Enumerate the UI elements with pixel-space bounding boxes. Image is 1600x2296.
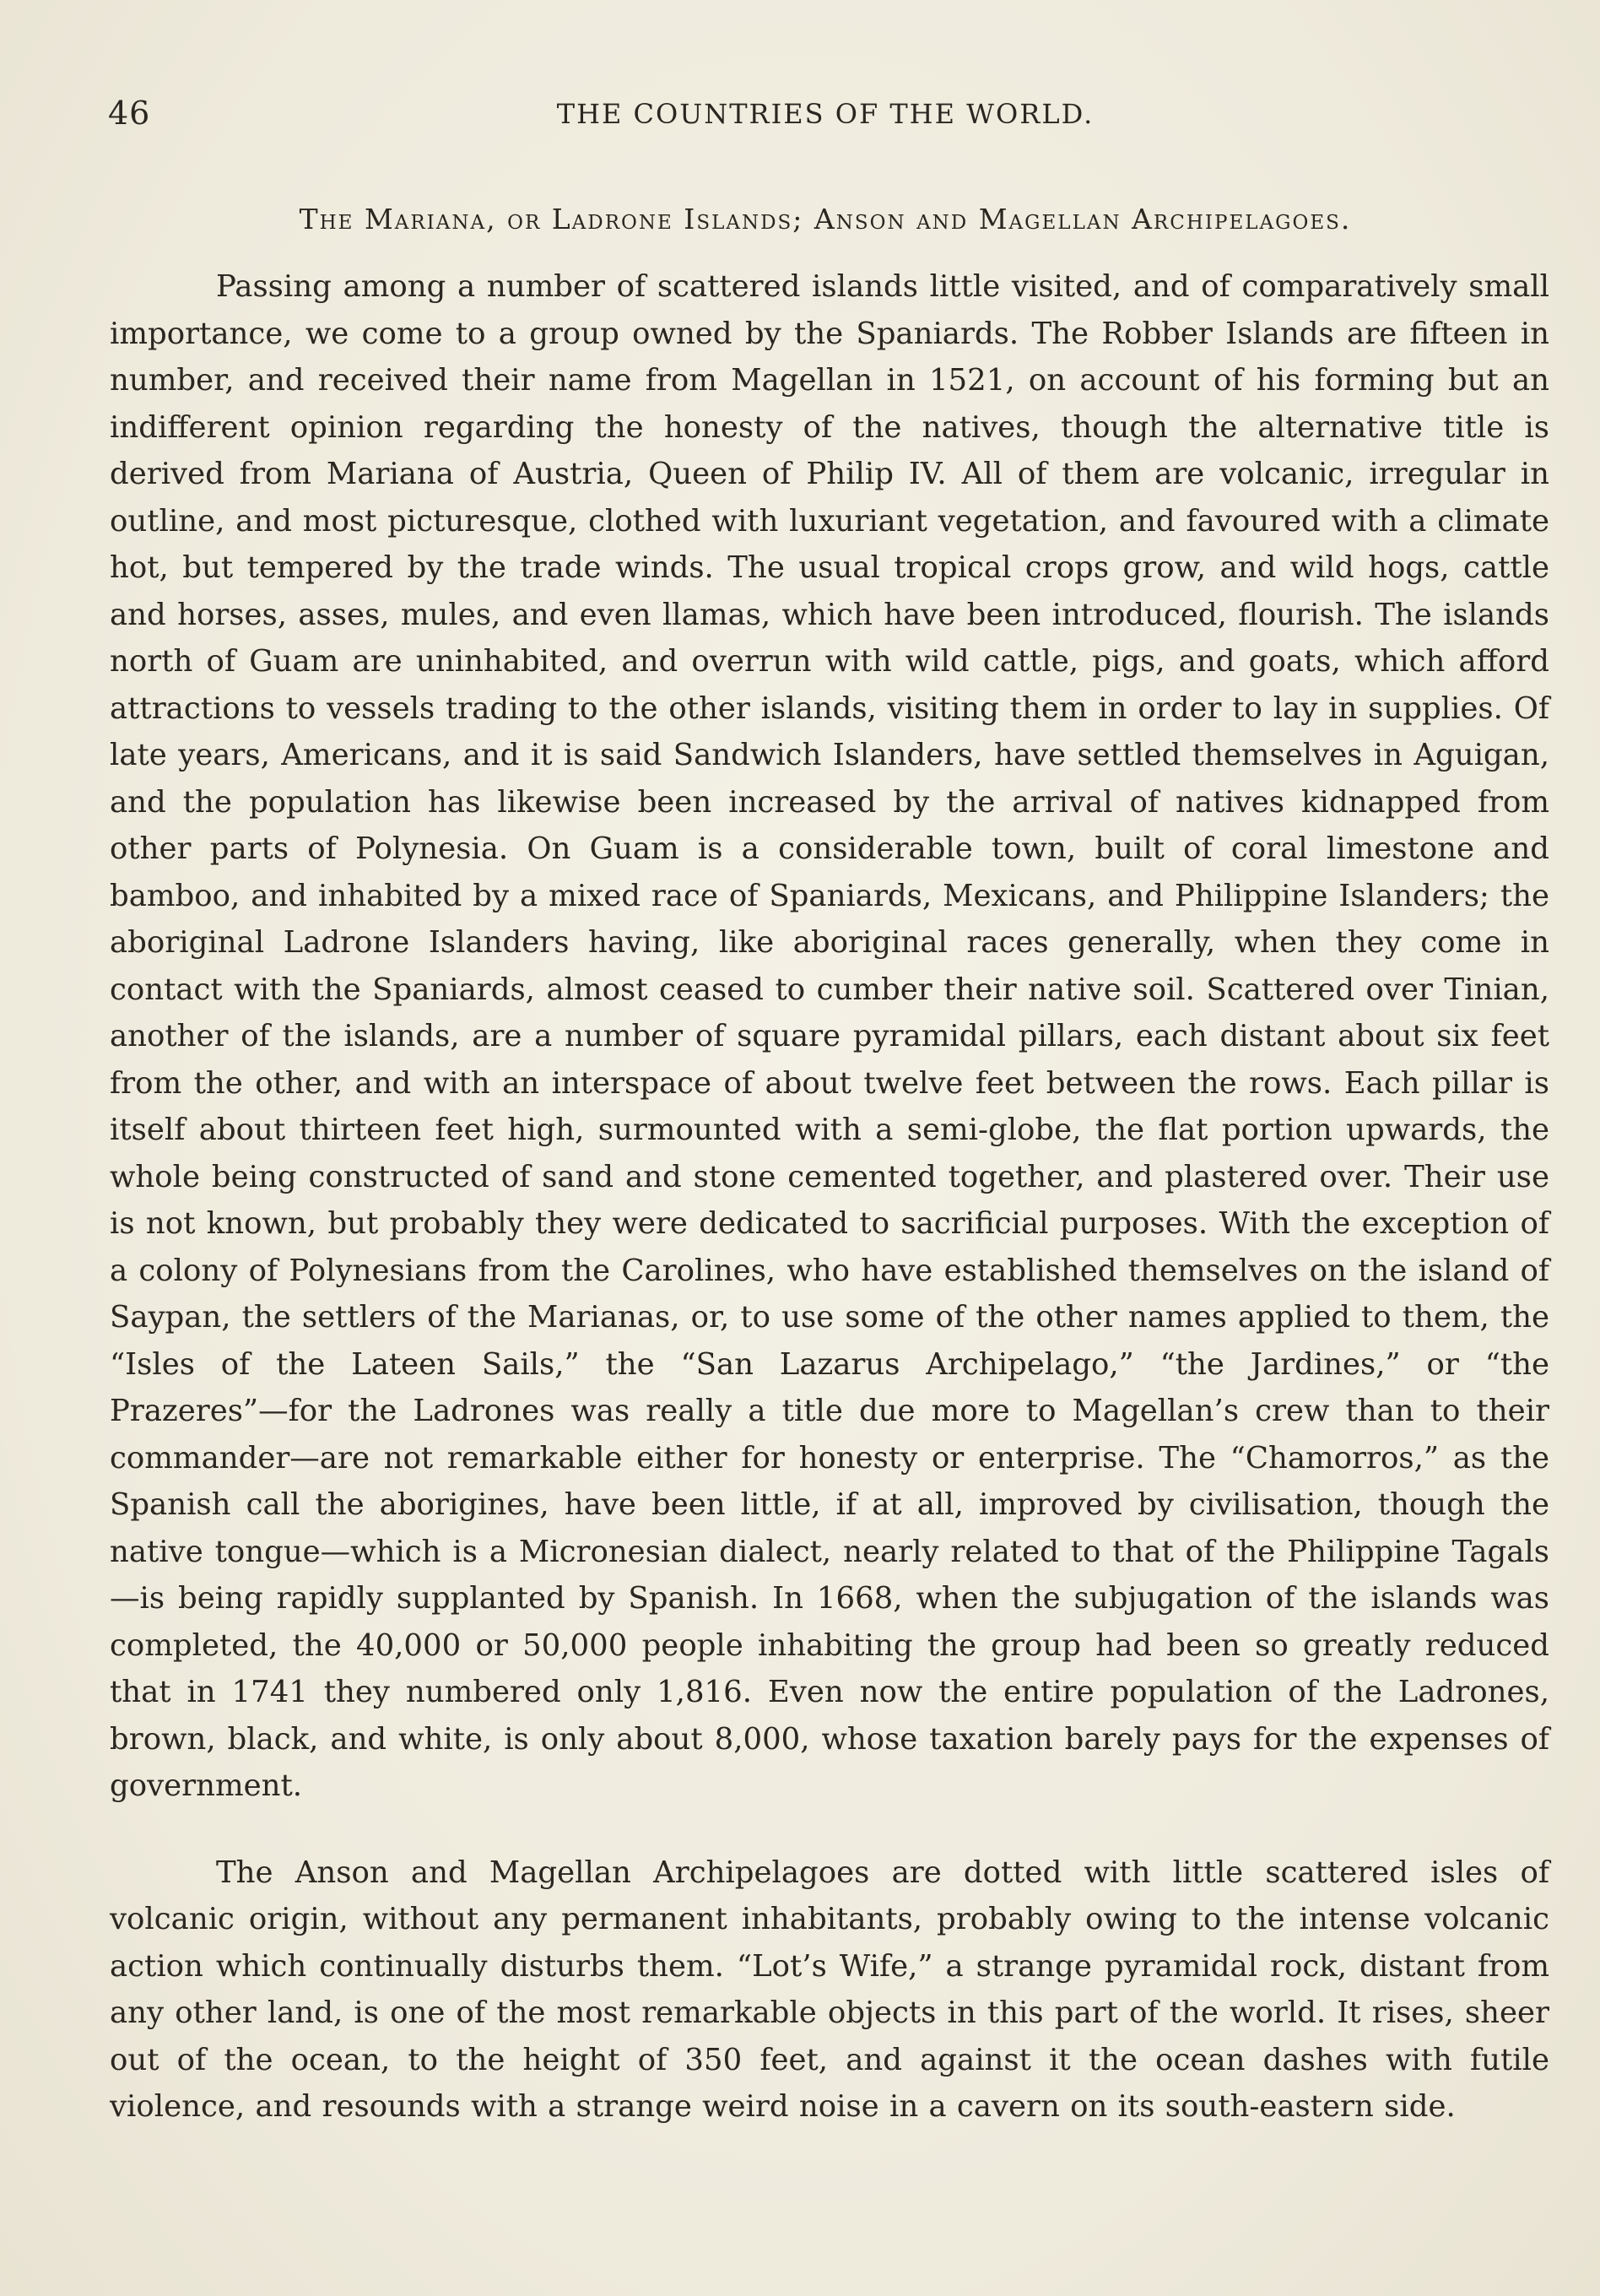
page-number: 46 [108, 95, 151, 132]
running-head [108, 95, 1543, 137]
running-title: THE COUNTRIES OF THE WORLD. [556, 98, 1095, 130]
paragraph-anson-magellan: The Anson and Magellan Archipelagoes are dotted with little scattered isles of volcanic origin, without any permanent inhabitants, probably owing to the intense volcanic action which continually disturbs them. “Lot’s Wife,” a strange pyramidal rock, distant from any other land, is one of the most remarkable objects in this part of the world. It rises, sheer out of the ocean, to the height of 350 feet, and against it the ocean dashes with futile violence, and resounds with a strange weird noise in a cavern on its south-eastern side. [110, 1855, 1549, 2124]
section-heading: The Mariana, or Ladrone Islands; Anson and Magellan Archipelagoes. [299, 203, 1352, 236]
paragraph-ladrone-islands: Passing among a number of scattered islands little visited, and of comparatively small importance, we come to a group owned by the Spaniards. The Robber Islands are fifteen in number, and received their name from Magellan in 1521, on account of his forming but an indifferent opinion regarding the honesty of the natives, though the alternative title is derived from Mariana of Austria, Queen of Philip IV. All of them are volcanic, irregular in outline, and most picturesque, clothed with luxuriant vegetation, and favoured with a climate hot, but tempered by the trade winds. The usual tropical crops grow, and wild hogs, cattle and horses, asses, mules, and even llamas, which have been introduced, flourish. The islands north of Guam are uninhabited, and overrun with wild cattle, pigs, and goats, which afford attractions to vessels trading to the other islands, visiting them in order to lay in supplies. Of late years, Americans, and it is said Sandwich Islanders, have settled themselves in Aguigan, and the population has likewise been increased by the arrival of natives kidnapped from other parts of Polynesia. On Guam is a considerable town, built of coral limestone and bamboo, and inhabited by a mixed race of Spaniards, Mexicans, and Philippine Islanders; the aboriginal Ladrone Islanders having, like aboriginal races generally, when they come in contact with the Spaniards, almost ceased to cumber their native soil. Scattered over Tinian, another of the islands, are a number of square pyramidal pillars, each distant about six feet from the other, and with an interspace of about twelve feet between the rows. Each pillar is itself about thirteen feet high, surmounted with a semi-globe, the flat portion upwards, the whole being constructed of sand and stone cemented together, and plastered over. Their use is not known, but probably they were dedicated to sacrificial purposes. With the exception of a colony of Polynesians from the Carolines, who have established themselves on the island of Saypan, the settlers of the Marianas, or, to use some of the other names applied to them, the “Isles of the Lateen Sails,” the “San Lazarus Archipelago,” “the Jardines,” or “the Prazeres”—for the Ladrones was really a title due more to Magellan’s crew than to their commander—are not remarkable either for honesty or enterprise. The “Chamorros,” as the Spanish call the aborigines, have been little, if at all, improved by civilisation, though the native tongue—which is a Micronesian dialect, nearly related to that of the Philippine Tagals—is being rapidly supplanted by Spanish. In 1668, when the subjugation of the islands was completed, the 40,000 or 50,000 people inhabiting the group had been so greatly reduced that in 1741 they numbered only 1,816. Even now the entire population of the Ladrones, brown, black, and white, is only about 8,000, whose taxation barely pays for the expenses of government. [110, 269, 1549, 1803]
body-text [110, 263, 1549, 2131]
